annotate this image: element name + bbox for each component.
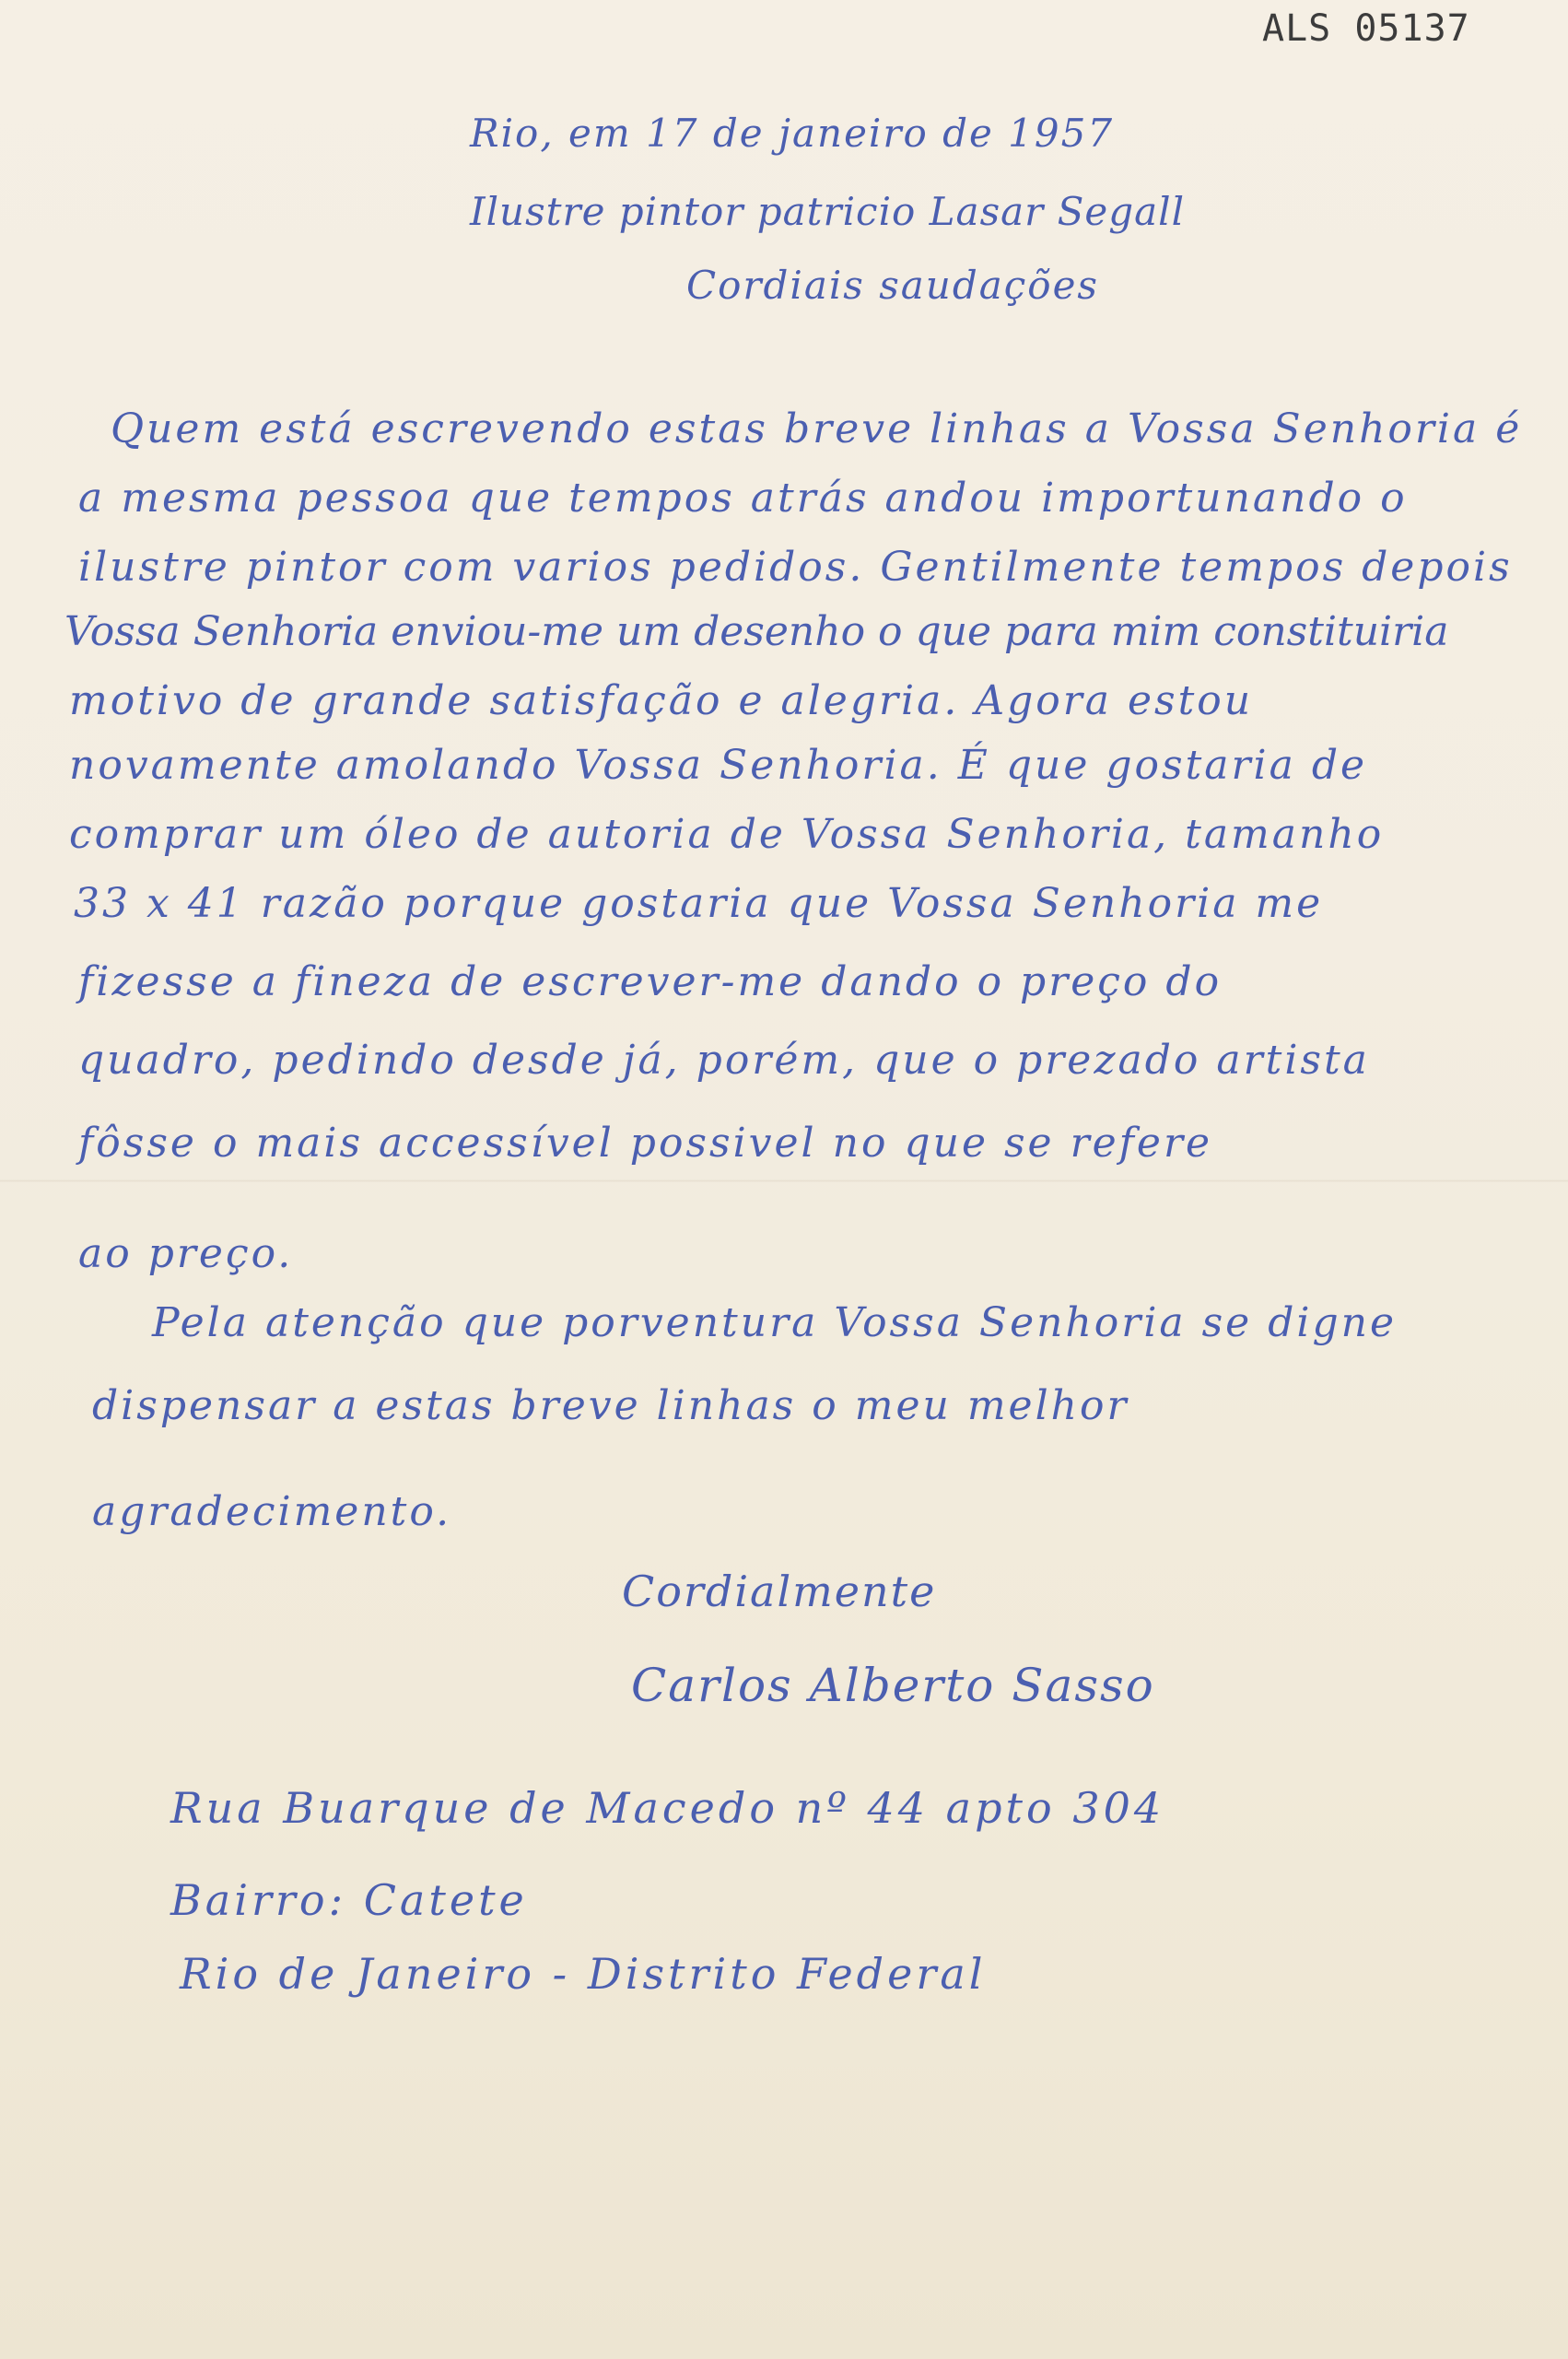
address-district: Bairro: Catete (170, 1875, 528, 1925)
body-line-5: motivo de grande satisfação e alegria. Agora estou (69, 677, 1254, 724)
address-street: Rua Buarque de Macedo nº 44 apto 304 (170, 1783, 1165, 1833)
addressee: Ilustre pintor patricio Lasar Segall (470, 189, 1186, 234)
body-line-2: a mesma pessoa que tempos atrás andou importunando o (78, 475, 1408, 522)
closing-salutation: Cordialmente (622, 1567, 937, 1616)
address-city: Rio de Janeiro - Distrito Federal (180, 1949, 987, 1999)
body-line-9: fizesse a fineza de escrever-me dando o preço do (78, 958, 1223, 1005)
body-line-3: ilustre pintor com varios pedidos. Gentilmente tempos depois (78, 544, 1513, 591)
body-line-7: comprar um óleo de autoria de Vossa Senhoria, tamanho (69, 811, 1385, 858)
body-line-8: 33 x 41 razão porque gostaria que Vossa Senhoria me (74, 880, 1324, 927)
body-line-6: novamente amolando Vossa Senhoria. É que gostaria de (69, 742, 1368, 789)
body-line-4: Vossa Senhoria enviou-me um desenho o que para mim constituiria (64, 608, 1449, 655)
signature: Carlos Alberto Sasso (631, 1659, 1155, 1712)
body-line-1: Quem está escrevendo estas breve linhas a Vossa Senhoria é (111, 405, 1523, 452)
place-date: Rio, em 17 de janeiro de 1957 (470, 111, 1115, 156)
body-line-12: ao preço. (78, 1230, 294, 1277)
archive-id: ALS 05137 (1262, 7, 1470, 50)
body-line-14: dispensar a estas breve linhas o meu melhor (92, 1382, 1129, 1429)
body-line-13: Pela atenção que porventura Vossa Senhoria se digne (152, 1299, 1397, 1346)
body-line-10: quadro, pedindo desde já, porém, que o prezado artista (78, 1037, 1370, 1084)
body-line-11: fôsse o mais accessível possivel no que se refere (78, 1120, 1213, 1167)
paper-fold (0, 1180, 1568, 1182)
body-line-15: agradecimento. (92, 1488, 452, 1535)
greeting: Cordiais saudações (686, 263, 1099, 308)
